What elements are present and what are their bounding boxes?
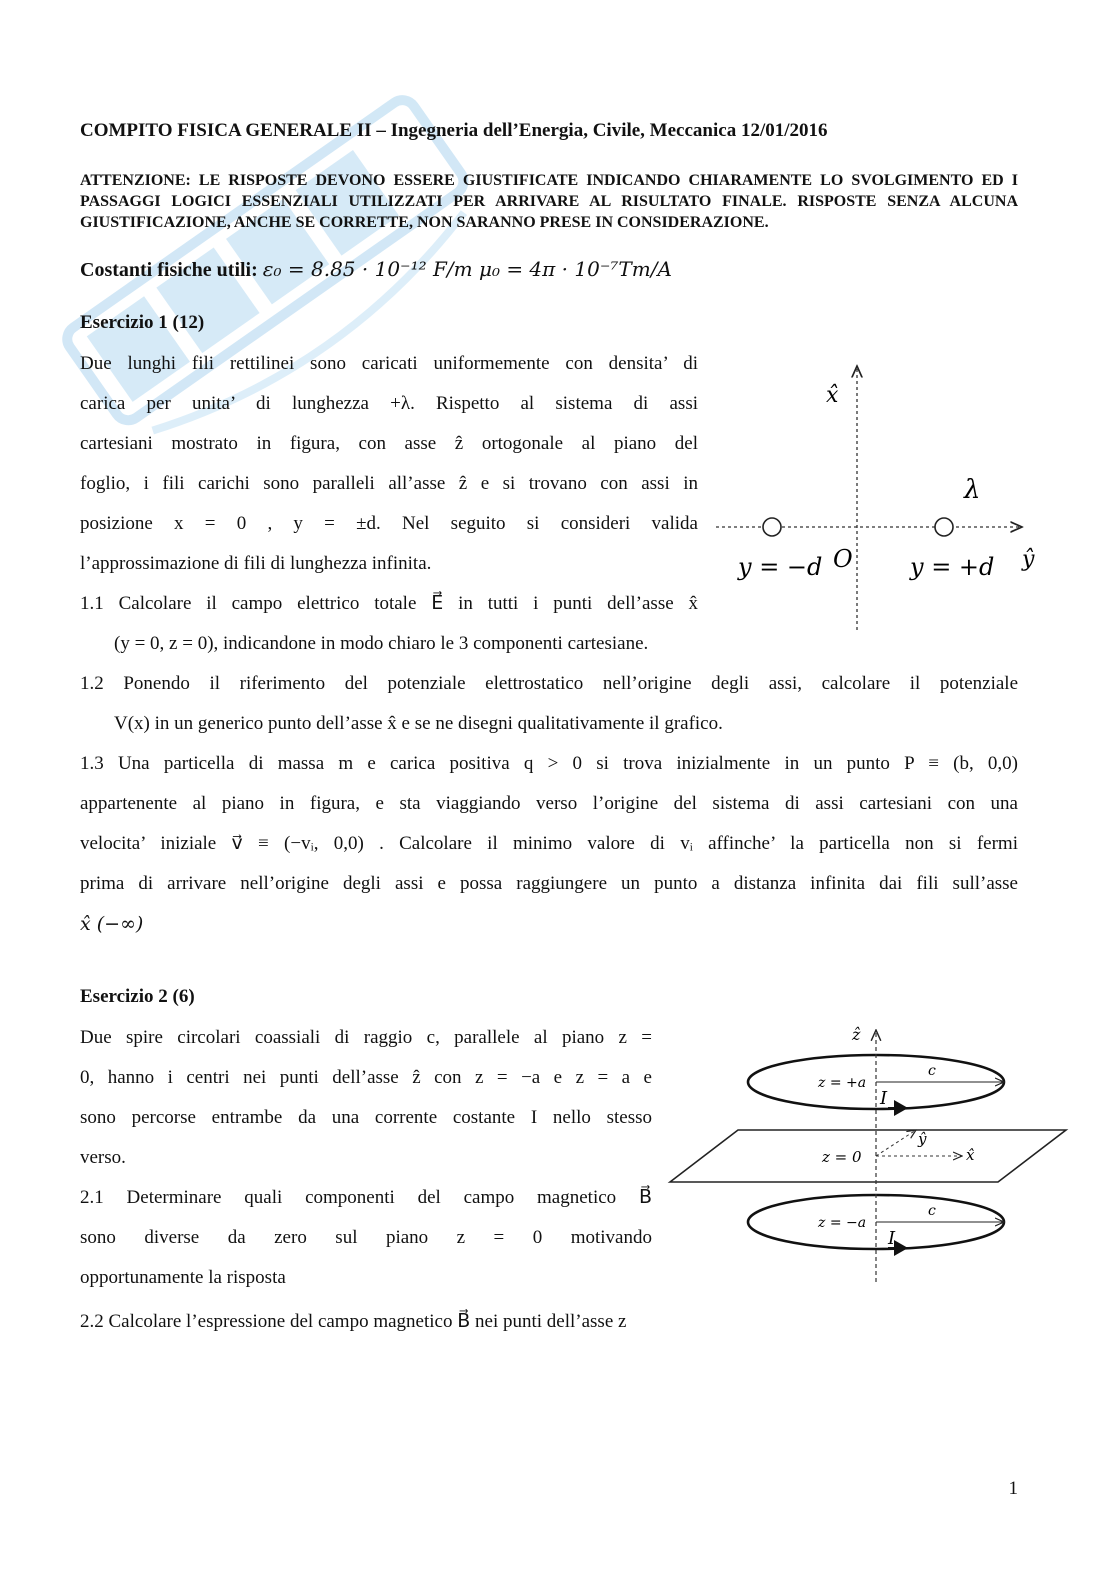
ex2-line: sono percorse entrambe da una corrente costante I nello stesso — [80, 1107, 652, 1128]
physical-constants — [80, 257, 672, 282]
q2-1-line: sono diverse da zero sul piano z = 0 motivando — [80, 1227, 652, 1248]
mid-plane-label: z = 0 — [822, 1148, 862, 1166]
x-axis-label: x̂ — [826, 383, 839, 408]
plane-x-label: x̂ — [966, 1146, 975, 1164]
bottom-coil-label: z = −a — [818, 1215, 867, 1231]
exercise-1-heading: Esercizio 1 (12) — [80, 312, 205, 333]
ex1-line: foglio, i fili carichi sono paralleli all’asse ẑ e si trovano con assi in — [80, 473, 698, 494]
q1-3-line: prima di arrivare nell’origine degli assi e possa raggiungere un punto a distanza infinita dai fili sull’asse — [80, 873, 1018, 894]
question-2-2: 2.2 Calcolare l’espressione del campo magnetico B⃗ nei punti dell’asse z — [80, 1311, 627, 1332]
q1-1-line2: (y = 0, z = 0), indicandone in modo chiaro le 3 componenti cartesiane. — [114, 633, 649, 654]
exercise-1-text — [80, 344, 698, 584]
exercise-2-heading: Esercizio 2 (6) — [80, 986, 195, 1007]
q1-3-line: appartenente al piano in figura, e sta viaggiando verso l’origine del sistema di assi cartesiani con una — [80, 793, 1018, 814]
right-wire-label: y = +d — [910, 553, 995, 581]
right-wire-circle — [935, 518, 953, 536]
origin-label: O — [833, 545, 853, 573]
z-axis-label: ẑ — [852, 1025, 861, 1044]
top-current-label: I — [880, 1088, 888, 1109]
constants-label: Costanti fisiche utili: — [80, 259, 258, 281]
top-coil-label: z = +a — [818, 1075, 867, 1091]
q2-1-line: 2.1 Determinare quali componenti del campo magnetico B⃗ — [80, 1187, 652, 1208]
bottom-current-label: I — [888, 1228, 896, 1249]
page-number: 1 — [1008, 1478, 1018, 1499]
z0-plane — [670, 1130, 1066, 1182]
q1-3-line: x̂ (−∞) — [80, 913, 144, 935]
q2-1-line: opportunamente la risposta — [80, 1267, 286, 1288]
exercise-2-text — [80, 1018, 652, 1298]
question-1-1 — [80, 584, 698, 664]
ex1-line: Due lunghi fili rettilinei sono caricati uniformemente con densita’ di — [80, 353, 698, 374]
ex1-line: cartesiani mostrato in figura, con asse ẑ ortogonale al piano del — [80, 433, 698, 454]
ex1-line: l’approssimazione di fili di lunghezza infinita. — [80, 553, 432, 574]
exam-title: COMPITO FISICA GENERALE II – Ingegneria dell’Energia, Civile, Meccanica 12/01/2016 — [80, 120, 828, 141]
attention-notice: ATTENZIONE: LE RISPOSTE DEVONO ESSERE GIUSTIFICATE INDICANDO CHIARAMENTE LO SVOLGIMENTO ED I PASSAGGI LOGICI ESSENZIALI UTILIZZATI PER ARRIVARE AL RISULTATO FINALE. RISPOSTE SENZA ALCUNA GIUSTIFICAZIONE, ANCHE SE CORRETTE, NON SARANNO PRESE IN CONSIDERAZIONE. — [80, 172, 1018, 231]
ex1-line: posizione x = 0 , y = ±d. Nel seguito si consideri valida — [80, 513, 698, 534]
top-radius-label: c — [928, 1063, 936, 1079]
figure-wires — [700, 360, 1060, 640]
question-1-3 — [80, 744, 1018, 944]
left-wire-circle — [763, 518, 781, 536]
lambda-label: λ — [964, 475, 981, 505]
plane-y-label: ŷ — [918, 1130, 927, 1148]
q1-2-line1: 1.2 Ponendo il riferimento del potenziale elettrostatico nell’origine degli assi, calcolare il potenziale — [80, 673, 1018, 694]
q1-3-line: velocita’ iniziale v⃗ ≡ (−vᵢ, 0,0) . Calcolare il minimo valore di vᵢ affinche’ la particella non si fermi — [80, 833, 1018, 854]
ex2-line: Due spire circolari coassiali di raggio c, parallele al piano z = — [80, 1027, 652, 1048]
question-1-2 — [80, 664, 1018, 744]
y-axis-label: ŷ — [1022, 547, 1035, 572]
bottom-radius-label: c — [928, 1203, 936, 1219]
ex1-line: carica per unita’ di lunghezza +λ. Rispetto al sistema di assi — [80, 393, 698, 414]
q1-1-line1: 1.1 Calcolare il campo elettrico totale E⃗ in tutti i punti dell’asse x̂ — [80, 593, 698, 614]
q1-3-line: 1.3 Una particella di massa m e carica positiva q > 0 si trova inizialmente in un punto P ≡ (b, 0,0) — [80, 753, 1018, 774]
left-wire-label: y = −d — [738, 553, 823, 581]
constants-value: ε₀ = 8.85 · 10⁻¹² F/m μ₀ = 4π · 10⁻⁷Tm/A — [262, 257, 672, 281]
ex2-line: 0, hanno i centri nei punti dell’asse ẑ con z = −a e z = a e — [80, 1067, 652, 1088]
ex2-line: verso. — [80, 1147, 126, 1168]
q1-2-line2: V(x) in un generico punto dell’asse x̂ e se ne disegni qualitativamente il grafico. — [114, 713, 723, 734]
figure-coils — [666, 1020, 1076, 1290]
